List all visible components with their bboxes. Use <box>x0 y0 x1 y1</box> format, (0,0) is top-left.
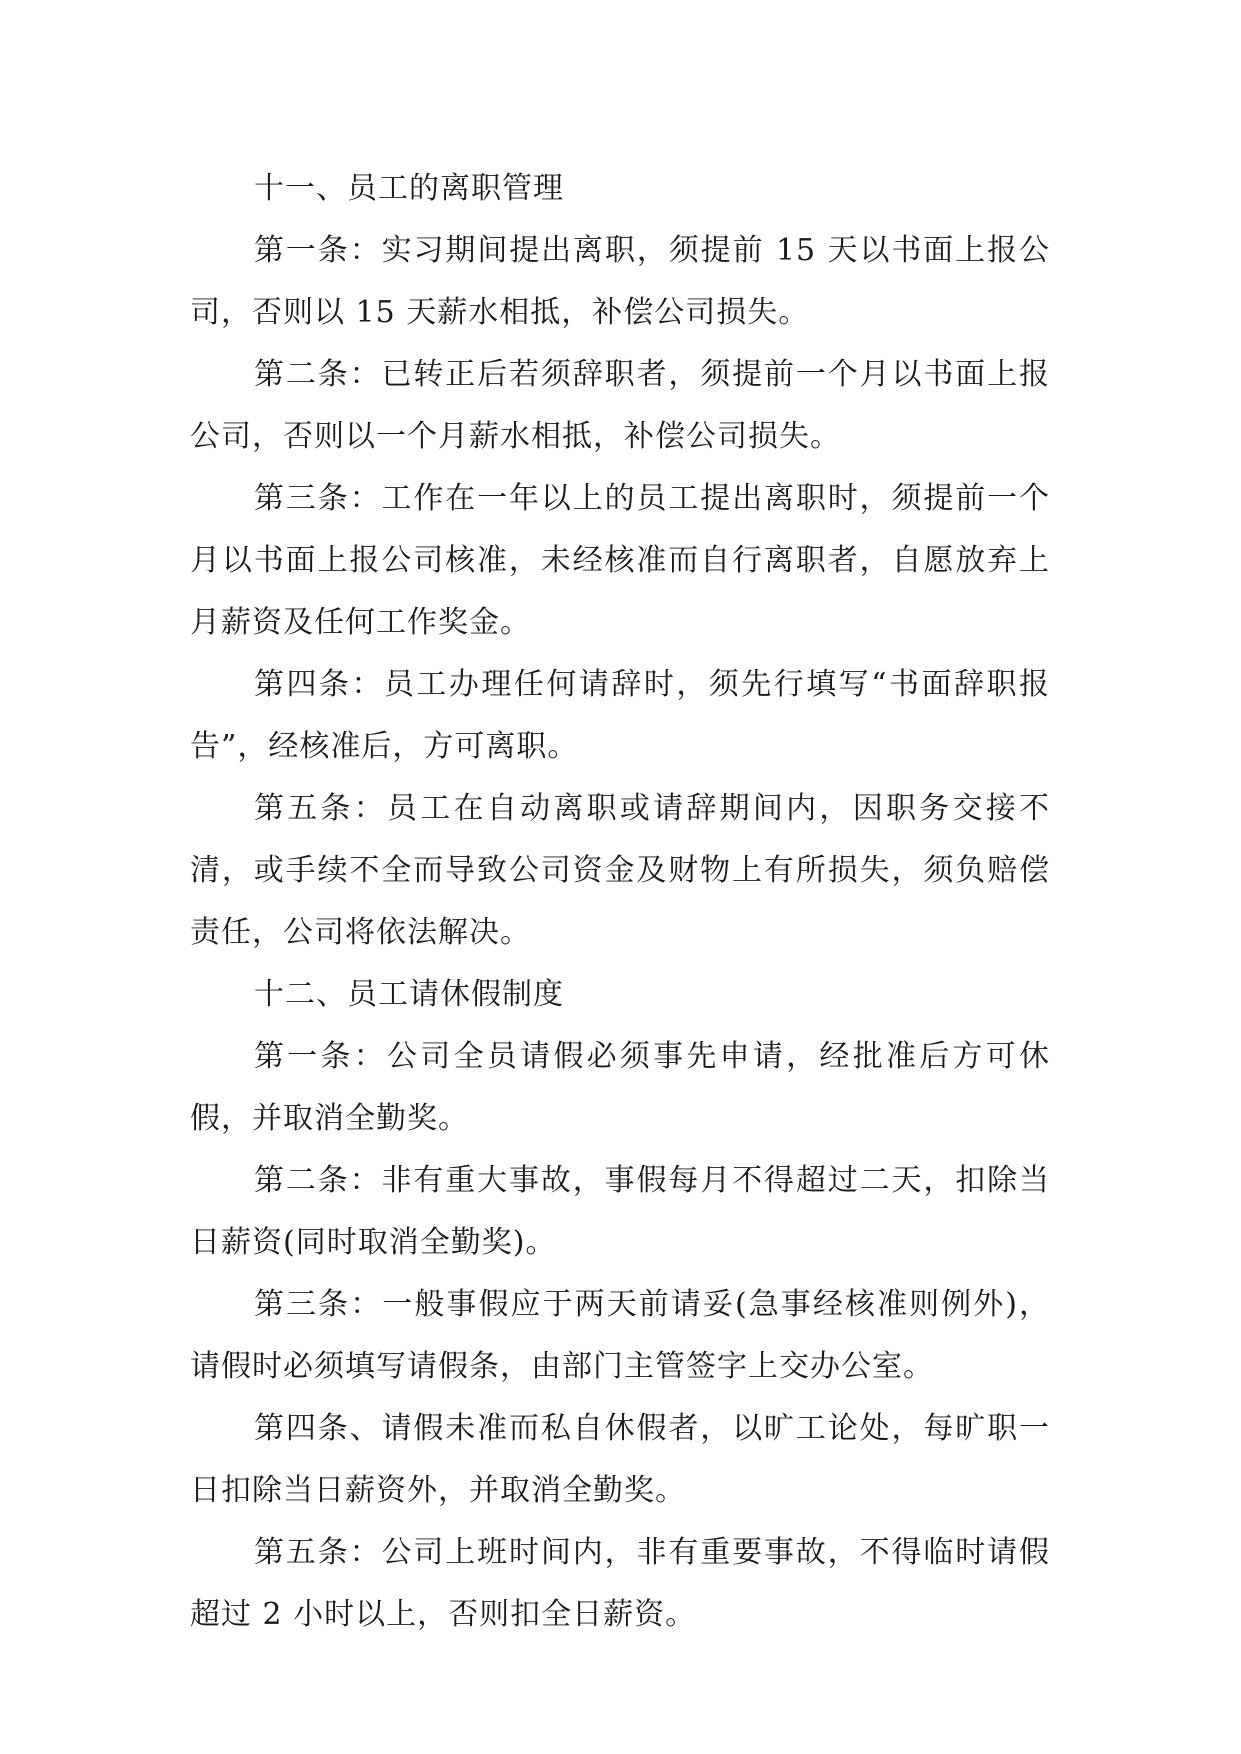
article-paragraph: 第三条：工作在一年以上的员工提出离职时，须提前一个月以书面上报公司核准，未经核准而自行离职者，自愿放弃上月薪资及任何工作奖金。 <box>190 481 1050 640</box>
article-paragraph: 第二条：已转正后若须辞职者，须提前一个月以书面上报公司，否则以一个月薪水相抵，补偿公司损失。 <box>190 357 1050 454</box>
article-paragraph: 第一条：实习期间提出离职，须提前 15 天以书面上报公司，否则以 15 天薪水相抵，补偿公司损失。 <box>190 233 1050 330</box>
article-paragraph: 第二条：非有重大事故，事假每月不得超过二天，扣除当日薪资(同时取消全勤奖)。 <box>190 1163 1050 1260</box>
article-paragraph: 第五条：公司上班时间内，非有重要事故，不得临时请假超过 2 小时以上，否则扣全日薪资。 <box>190 1535 1050 1632</box>
article-paragraph: 第五条：员工在自动离职或请辞期间内，因职务交接不清，或手续不全而导致公司资金及财物上有所损失，须负赔偿责任，公司将依法解决。 <box>190 791 1050 950</box>
section-heading: 十二、员工请休假制度 <box>254 977 564 1012</box>
article-paragraph: 第四条、请假未准而私自休假者，以旷工论处，每旷职一日扣除当日薪资外，并取消全勤奖。 <box>190 1411 1050 1508</box>
article-paragraph: 第一条：公司全员请假必须事先申请，经批准后方可休假，并取消全勤奖。 <box>190 1039 1050 1136</box>
section-heading: 十一、员工的离职管理 <box>254 171 564 206</box>
document-body <box>190 158 1050 1646</box>
article-paragraph: 第四条：员工办理任何请辞时，须先行填写“书面辞职报告”，经核准后，方可离职。 <box>190 667 1050 764</box>
article-paragraph: 第三条：一般事假应于两天前请妥(急事经核准则例外)，请假时必须填写请假条，由部门主管签字上交办公室。 <box>190 1287 1050 1384</box>
